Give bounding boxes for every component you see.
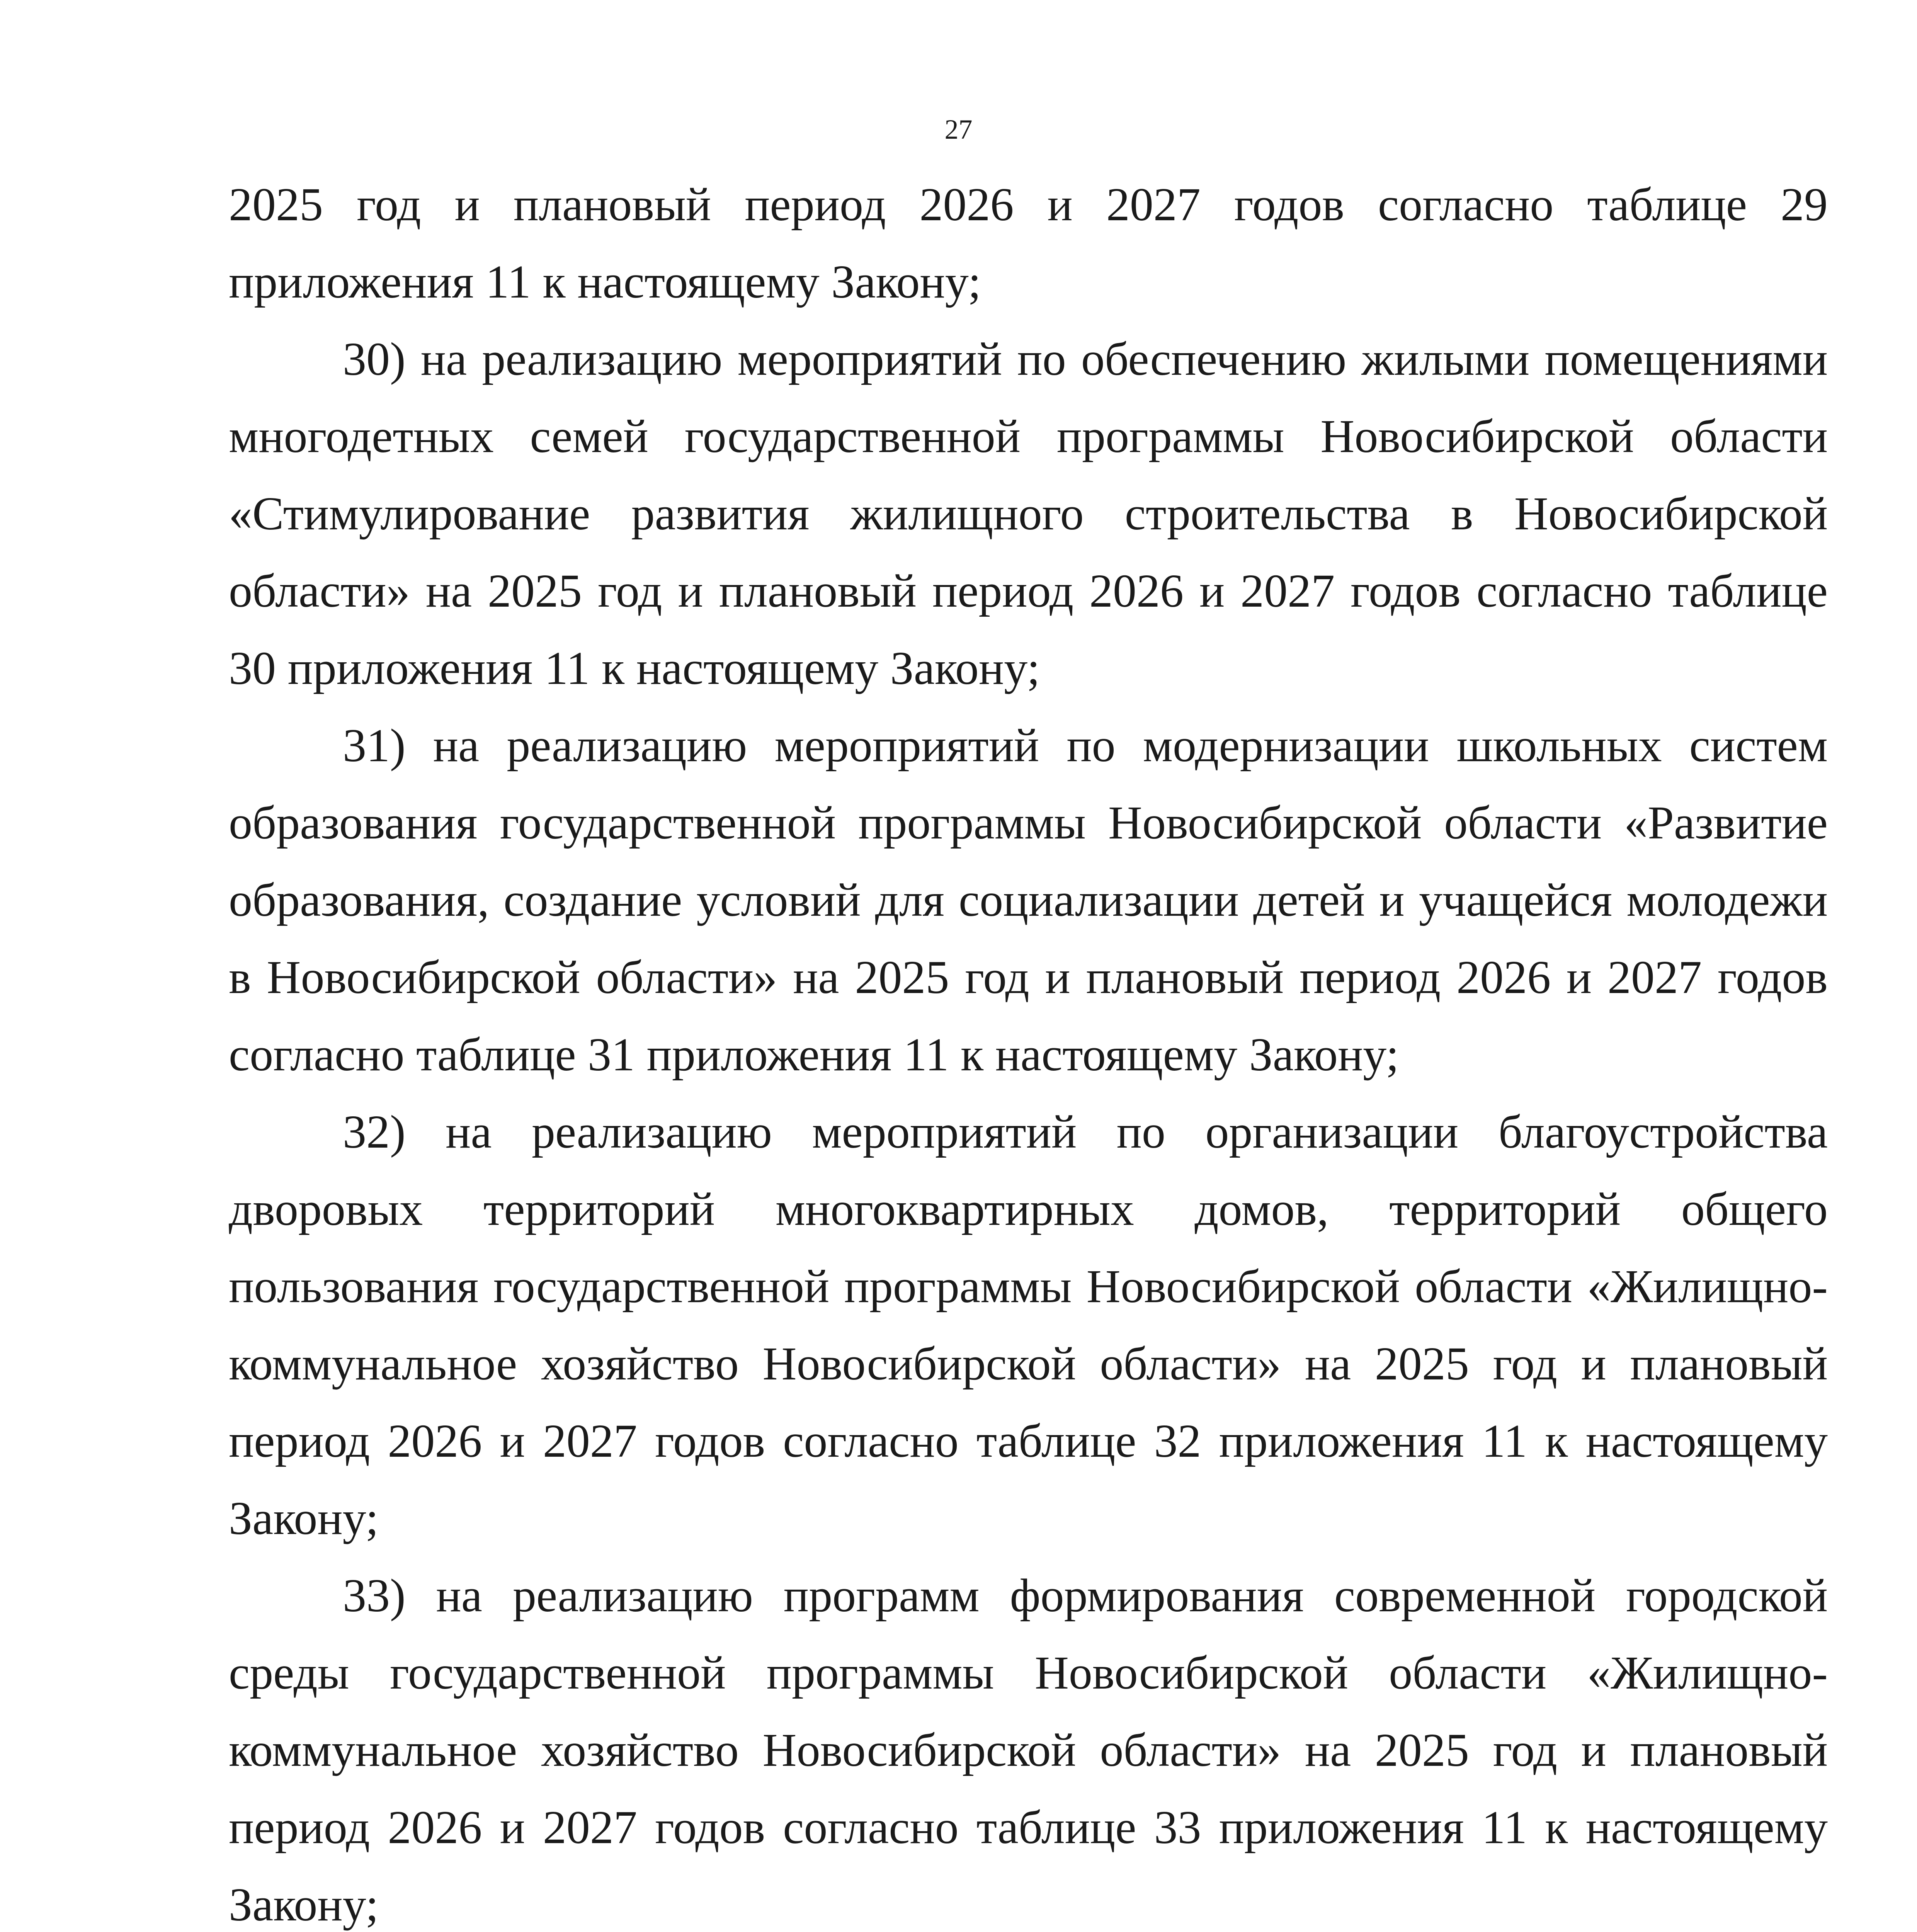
list-item-number: 32) (343, 1106, 406, 1158)
list-item-number: 31) (343, 719, 406, 772)
list-item-text: на реализацию мероприятий по модернизации школьных систем образования государственной программы Новосибирской области «Развитие образования, создание условий для социализации детей и учащейся молодежи в Новосибирской области» на 2025 год и плановый период 2026 и 2027 годов согласно таблице 31 приложения 11 к настоящему Закону; (229, 719, 1828, 1081)
list-item-number: 33) (343, 1570, 406, 1622)
list-item-text: на реализацию программ формирования современной городской среды государственной программы Новосибирской области «Жилищно-коммунальное хозяйство Новосибирской области» на 2025 год и плановый период 2026 и 2027 годов согласно таблице 33 приложения 11 к настоящему Закону; (229, 1570, 1828, 1931)
list-item-32 (229, 1094, 1828, 1557)
list-item-text: на реализацию мероприятий по организации благоустройства дворовых территорий многоквартирных домов, территорий общего пользования государственной программы Новосибирской области «Жилищно-коммунальное хозяйство Новосибирской области» на 2025 год и плановый период 2026 и 2027 годов согласно таблице 32 приложения 11 к настоящему Закону; (229, 1106, 1828, 1544)
paragraph-continuation (229, 166, 1828, 321)
list-item-30 (229, 321, 1828, 707)
page-number: 27 (944, 114, 973, 145)
document-body (229, 166, 1828, 1932)
list-item-text: на реализацию мероприятий по обеспечению жилыми помещениями многодетных семей государственной программы Новосибирской области «Стимулирование развития жилищного строительства в Новосибирской области» на 2025 год и плановый период 2026 и 2027 годов согласно таблице 30 приложения 11 к настоящему Закону; (229, 333, 1828, 694)
list-item-number: 30) (343, 333, 406, 385)
list-item-31 (229, 707, 1828, 1094)
list-item-33 (229, 1557, 1828, 1932)
paragraph-text: 2025 год и плановый период 2026 и 2027 годов согласно таблице 29 приложения 11 к настоящему Закону; (229, 179, 1828, 308)
